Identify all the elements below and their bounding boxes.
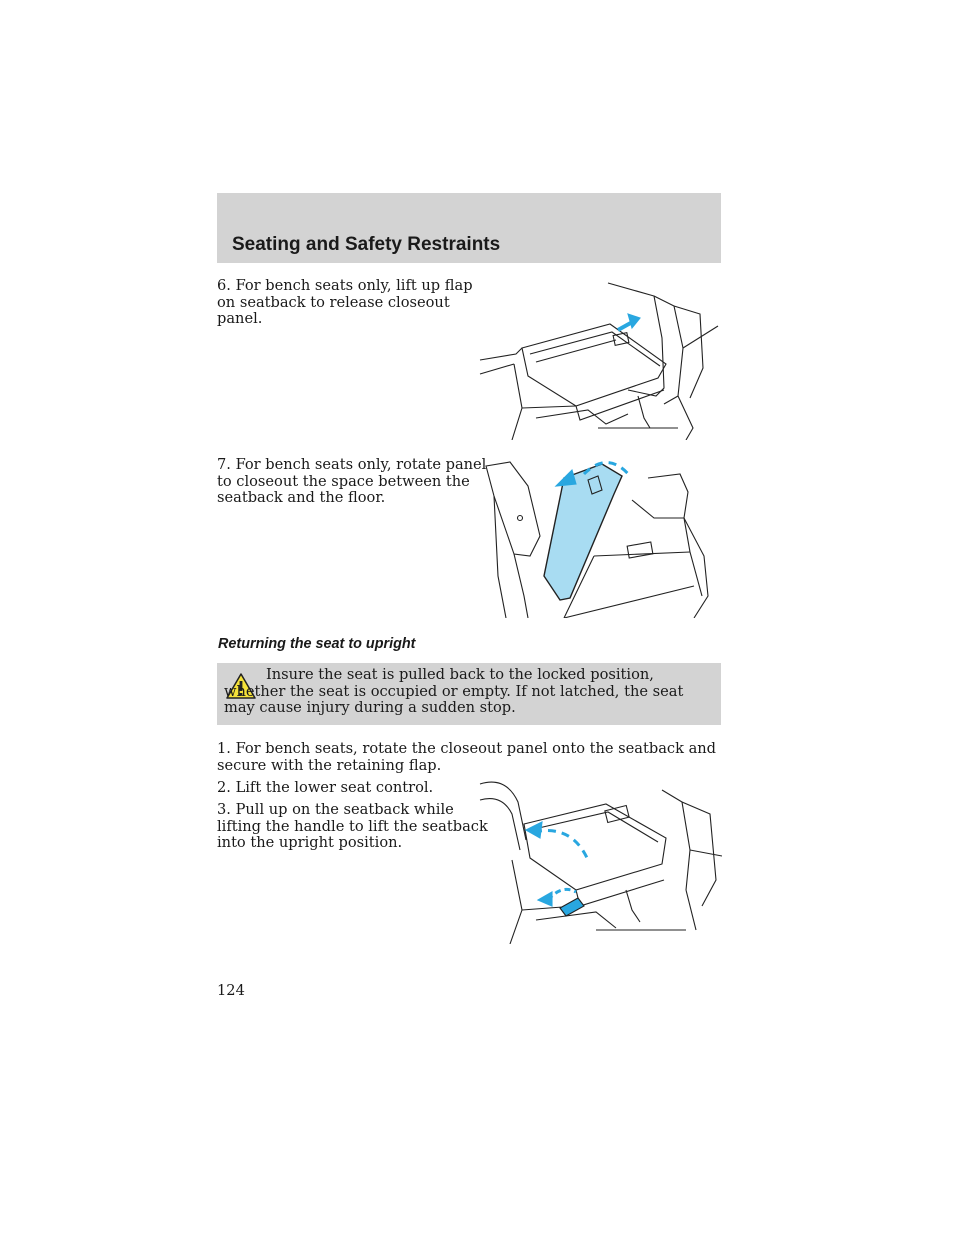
page-number: 124: [217, 982, 245, 999]
section-heading: Returning the seat to upright: [218, 636, 416, 652]
warning-box: [217, 663, 721, 725]
warning-text: Insure the seat is pulled back to the locked position, whether the seat is occupied or empty. If not latched, the seat may cause injury during a sudden stop.: [224, 666, 684, 716]
figure-return-upright: [476, 780, 722, 944]
step-3-text: 3. Pull up on the seatback while lifting the handle to lift the seatback into the upright position.: [217, 801, 488, 851]
step-2-text: 2. Lift the lower seat control.: [217, 779, 434, 796]
figure-lift-flap: [478, 278, 722, 440]
figure-rotate-panel: [484, 456, 720, 618]
page-title: Seating and Safety Restraints: [232, 234, 501, 255]
step-1-text: 1. For bench seats, rotate the closeout panel onto the seatback and secure with the retaining flap.: [217, 740, 717, 774]
step-7-text: 7. For bench seats only, rotate panel to closeout the space between the seatback and the floor.: [217, 456, 487, 506]
step-6-text: 6. For bench seats only, lift up flap on seatback to release closeout panel.: [217, 277, 473, 327]
section-header-bar: [217, 193, 721, 263]
